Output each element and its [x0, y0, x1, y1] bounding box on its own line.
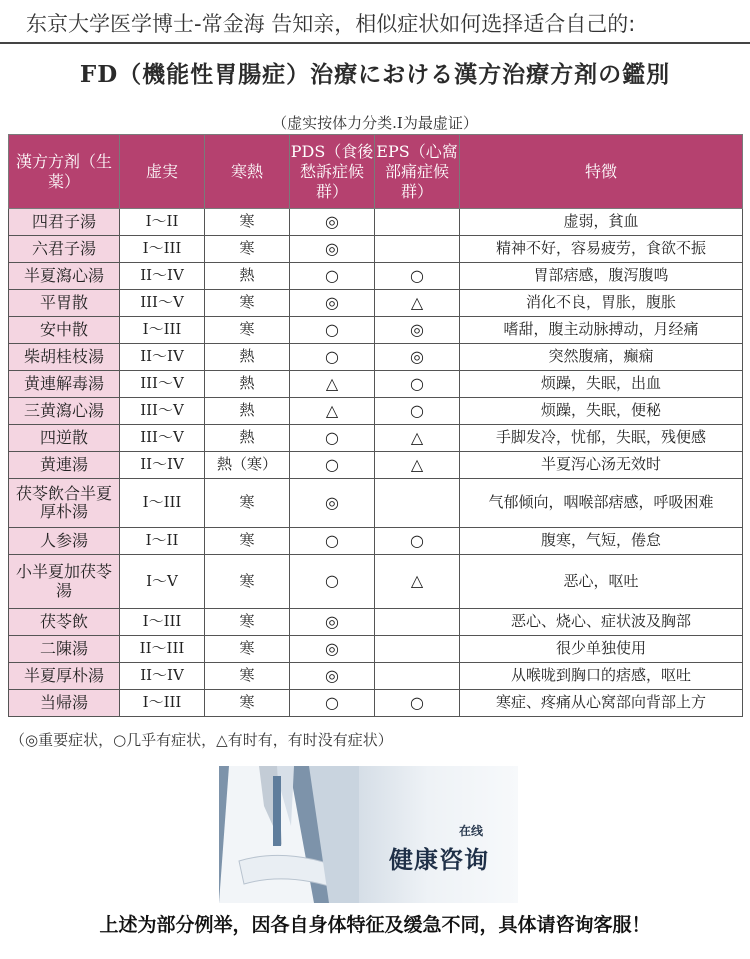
cell-eps: △	[375, 452, 460, 479]
cell-name: 四逆散	[9, 425, 120, 452]
cell-thermal: 寒	[205, 317, 290, 344]
cell-features: 半夏泻心汤无效时	[460, 452, 743, 479]
cell-features: 腹寒，气短，倦怠	[460, 528, 743, 555]
header-thermal: 寒熱	[205, 135, 290, 209]
cell-pds: ◎	[290, 663, 375, 690]
cell-deficiency: I〜III	[120, 236, 205, 263]
cell-deficiency: I〜III	[120, 690, 205, 717]
cell-pds: ◎	[290, 209, 375, 236]
cell-name: 小半夏加茯苓湯	[9, 555, 120, 609]
cell-pds: ◎	[290, 236, 375, 263]
page-subtitle: （虚实按体力分类.I为最虚证）	[272, 114, 478, 132]
cell-thermal: 熱（寒）	[205, 452, 290, 479]
header-eps: EPS（心窩部痛症候群）	[375, 135, 460, 209]
cell-deficiency: II〜III	[120, 636, 205, 663]
cell-thermal: 熱	[205, 371, 290, 398]
cell-name: 黄連湯	[9, 452, 120, 479]
table-row	[9, 609, 743, 636]
cell-features: 手脚发冷，忧郁，失眠，残便感	[460, 425, 743, 452]
cell-deficiency: I〜III	[120, 609, 205, 636]
cell-thermal: 寒	[205, 555, 290, 609]
cell-eps: ○	[375, 263, 460, 290]
table-row	[9, 636, 743, 663]
cell-pds: ◎	[290, 479, 375, 528]
cell-eps: △	[375, 555, 460, 609]
cell-pds: △	[290, 398, 375, 425]
cell-deficiency: II〜IV	[120, 663, 205, 690]
cell-eps: ○	[375, 528, 460, 555]
cell-eps: ○	[375, 398, 460, 425]
top-banner: 东京大学医学博士-常金海 告知亲，相似症状如何选择适合自己的:	[0, 0, 750, 44]
cell-deficiency: III〜V	[120, 398, 205, 425]
cell-name: 四君子湯	[9, 209, 120, 236]
header-features: 特徴	[460, 135, 743, 209]
cell-eps	[375, 663, 460, 690]
table-row	[9, 317, 743, 344]
cell-thermal: 寒	[205, 236, 290, 263]
cell-name: 安中散	[9, 317, 120, 344]
cell-deficiency: II〜IV	[120, 452, 205, 479]
header-pds: PDS（食後愁訴症候群）	[290, 135, 375, 209]
cell-deficiency: I〜II	[120, 528, 205, 555]
table-row	[9, 209, 743, 236]
cell-name: 黄連解毒湯	[9, 371, 120, 398]
cell-features: 恶心，呕吐	[460, 555, 743, 609]
footer-notice: 上述为部分例举，因各自身体特征及缓急不同，具体请咨询客服！	[99, 914, 651, 936]
cell-name: 二陳湯	[9, 636, 120, 663]
cell-deficiency: I〜V	[120, 555, 205, 609]
cell-features: 气郁倾向，咽喉部痞感，呼吸困难	[460, 479, 743, 528]
cell-eps: ○	[375, 371, 460, 398]
cell-eps: ◎	[375, 344, 460, 371]
table-row	[9, 452, 743, 479]
cell-pds: ◎	[290, 290, 375, 317]
page-title: FD（機能性胃腸症）治療における漢方治療方剤の鑑別	[79, 61, 671, 88]
cell-thermal: 熱	[205, 344, 290, 371]
table-row	[9, 398, 743, 425]
cell-features: 很少单独使用	[460, 636, 743, 663]
cell-deficiency: III〜V	[120, 290, 205, 317]
cell-deficiency: I〜III	[120, 479, 205, 528]
cell-eps	[375, 479, 460, 528]
cell-features: 虚弱，貧血	[460, 209, 743, 236]
cell-pds: ○	[290, 690, 375, 717]
cell-name: 柴胡桂枝湯	[9, 344, 120, 371]
cell-pds: ◎	[290, 609, 375, 636]
cell-features: 恶心、烧心、症状波及胸部	[460, 609, 743, 636]
table-row	[9, 555, 743, 609]
cell-features: 从喉咙到胸口的痞感，呕吐	[460, 663, 743, 690]
cell-thermal: 熱	[205, 263, 290, 290]
cell-eps: △	[375, 425, 460, 452]
legend: （◎重要症状，○几乎有症状，△有时有，有时没有症状）	[10, 731, 393, 749]
header-deficiency: 虚実	[120, 135, 205, 209]
table-row	[9, 663, 743, 690]
cell-deficiency: II〜IV	[120, 344, 205, 371]
cell-pds: ○	[290, 263, 375, 290]
doctor-image	[219, 766, 359, 903]
cell-thermal: 寒	[205, 690, 290, 717]
table-header-row	[9, 135, 743, 209]
table-row	[9, 425, 743, 452]
cell-features: 烦躁，失眠，便秘	[460, 398, 743, 425]
cell-thermal: 寒	[205, 209, 290, 236]
cell-eps	[375, 209, 460, 236]
cell-thermal: 寒	[205, 663, 290, 690]
cell-eps: ◎	[375, 317, 460, 344]
cell-deficiency: III〜V	[120, 425, 205, 452]
cell-name: 半夏厚朴湯	[9, 663, 120, 690]
cell-thermal: 熱	[205, 425, 290, 452]
cell-name: 茯苓飲合半夏厚朴湯	[9, 479, 120, 528]
cell-pds: ○	[290, 317, 375, 344]
table-row	[9, 479, 743, 528]
ad-consult-label: 健康咨询	[389, 846, 489, 874]
table-body	[9, 209, 743, 717]
cell-pds: ○	[290, 555, 375, 609]
cell-eps	[375, 236, 460, 263]
table-row	[9, 290, 743, 317]
cell-eps: △	[375, 290, 460, 317]
cell-eps	[375, 609, 460, 636]
cell-deficiency: I〜II	[120, 209, 205, 236]
cell-features: 精神不好，容易疲劳，食欲不振	[460, 236, 743, 263]
cell-pds: ○	[290, 452, 375, 479]
cell-features: 胃部痞感，腹泻腹鸣	[460, 263, 743, 290]
cell-thermal: 寒	[205, 479, 290, 528]
table-row	[9, 263, 743, 290]
cell-name: 茯苓飲	[9, 609, 120, 636]
cell-name: 平胃散	[9, 290, 120, 317]
cell-features: 嗜甜，腹主动脉搏动，月经痛	[460, 317, 743, 344]
table-row	[9, 344, 743, 371]
cell-name: 半夏瀉心湯	[9, 263, 120, 290]
cell-name: 三黄瀉心湯	[9, 398, 120, 425]
cell-deficiency: II〜IV	[120, 263, 205, 290]
cell-thermal: 寒	[205, 528, 290, 555]
cell-thermal: 熱	[205, 398, 290, 425]
cell-deficiency: III〜V	[120, 371, 205, 398]
cell-deficiency: I〜III	[120, 317, 205, 344]
cell-thermal: 寒	[205, 290, 290, 317]
cell-eps: ○	[375, 690, 460, 717]
ad-online-label: 在线	[459, 824, 484, 838]
cell-pds: ◎	[290, 636, 375, 663]
cell-features: 消化不良，胃胀，腹胀	[460, 290, 743, 317]
table-row	[9, 528, 743, 555]
table-row	[9, 690, 743, 717]
table-row	[9, 236, 743, 263]
table-row	[9, 371, 743, 398]
cell-pds: ○	[290, 344, 375, 371]
cell-pds: ○	[290, 528, 375, 555]
cell-name: 六君子湯	[9, 236, 120, 263]
cell-name: 人参湯	[9, 528, 120, 555]
remedy-table	[8, 134, 743, 717]
cell-pds: △	[290, 371, 375, 398]
cell-name: 当帰湯	[9, 690, 120, 717]
health-consult-banner[interactable]	[219, 766, 518, 903]
cell-pds: ○	[290, 425, 375, 452]
cell-thermal: 寒	[205, 636, 290, 663]
cell-features: 寒症、疼痛从心窝部向背部上方	[460, 690, 743, 717]
cell-features: 突然腹痛，癫痫	[460, 344, 743, 371]
cell-eps	[375, 636, 460, 663]
header-name: 漢方方剤（生薬）	[9, 135, 120, 209]
cell-features: 烦躁，失眠，出血	[460, 371, 743, 398]
cell-thermal: 寒	[205, 609, 290, 636]
